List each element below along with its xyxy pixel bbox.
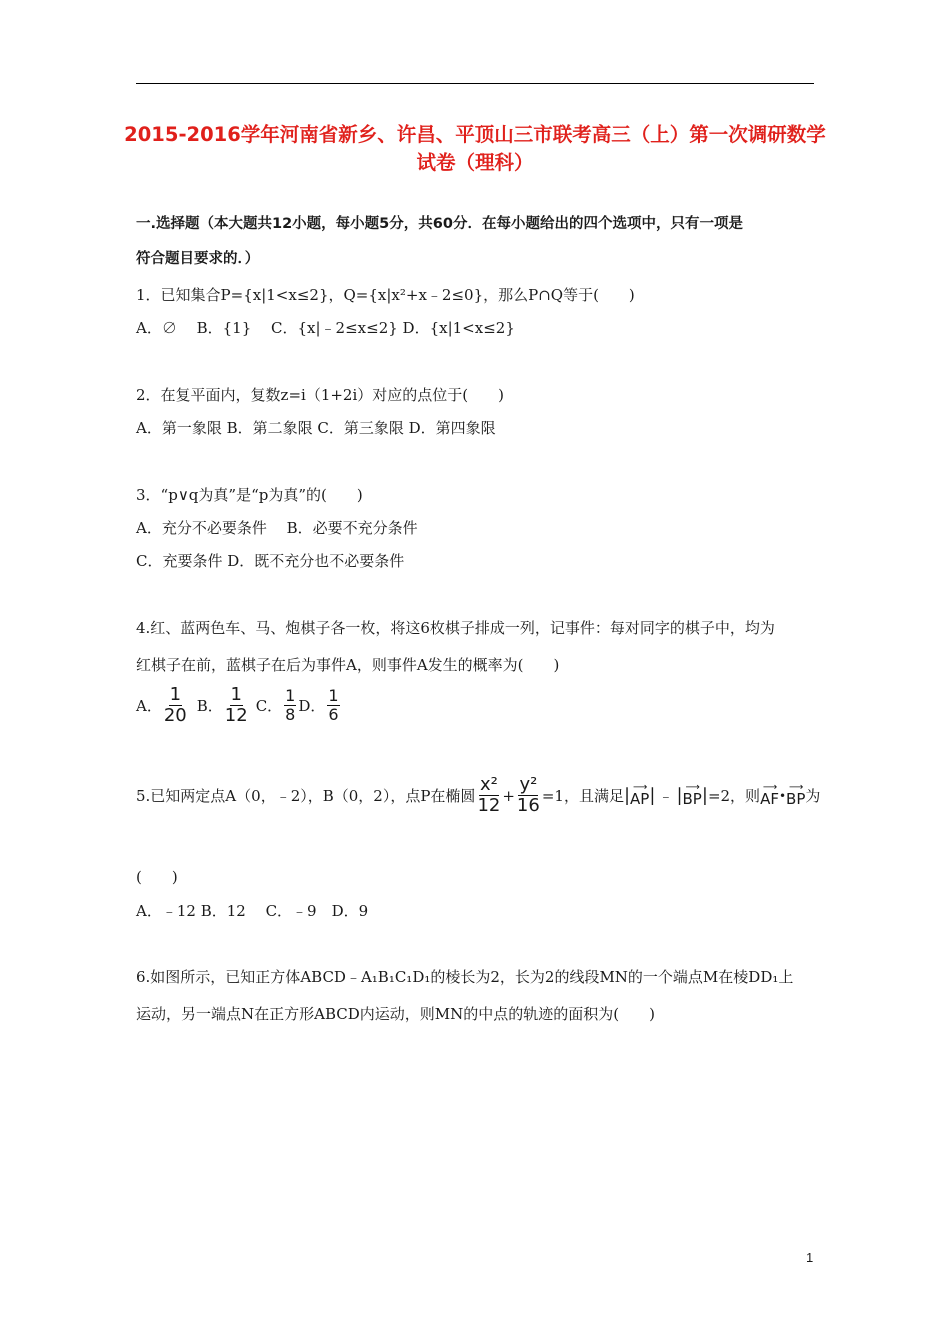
option-b-label: B． — [196, 697, 223, 715]
ellipse-y-term — [517, 776, 540, 815]
ellipse-x-term — [477, 776, 500, 815]
option-a-fraction — [164, 686, 187, 725]
section-heading-cont: 符合题目要求的．） — [136, 251, 260, 267]
question-1-options: A．∅ B．{1} C．{x|﹣2≤x≤2} D．{x|1<x≤2} — [136, 319, 515, 337]
plus-sign: + — [502, 786, 515, 805]
page-title: 2015-2016学年河南省新乡、许昌、平顶山三市联考高三（上）第一次调研数学试卷（理科） — [124, 123, 826, 174]
option-c-label: C． — [255, 697, 283, 715]
option-d-fraction — [327, 688, 339, 723]
question-2-options: A．第一象限 B．第二象限 C．第三象限 D．第四象限 — [136, 419, 496, 437]
abs-bar: | — [676, 785, 683, 806]
vector-label: AF — [760, 790, 779, 808]
option-b-fraction — [225, 686, 248, 725]
question-6-stem: 6.如图所示，已知正方体ABCD﹣A₁B₁C₁D₁的棱长为2，长为2的线段MN的一个端点M在棱DD₁上 — [136, 968, 794, 986]
vector-bp-2 — [786, 784, 805, 807]
abs-bar: | — [701, 785, 708, 806]
question-1-stem: 1．已知集合P={x|1<x≤2}，Q={x|x²+x﹣2≤0}，那么P∩Q等于( ) — [136, 286, 635, 304]
vector-bp — [683, 784, 702, 807]
fraction-denominator: 8 — [285, 705, 296, 724]
option-a-label: A． — [136, 697, 162, 715]
question-3-options-ab: A．充分不必要条件 B．必要不充分条件 — [136, 519, 418, 537]
fraction-numerator: 1 — [328, 686, 339, 705]
q5-text-mid: =1，且满足 — [541, 787, 624, 805]
section-heading: 一.选择题（本大题共12小题，每小题5分，共60分．在每小题给出的四个选项中，只有一项是 — [136, 216, 743, 232]
question-4-stem-cont: 红棋子在前，蓝棋子在后为事件A，则事件A发生的概率为( ) — [136, 656, 560, 674]
question-5-options: A．﹣12 B．12 C．﹣9 D．9 — [136, 902, 369, 920]
option-c-fraction — [284, 688, 296, 723]
question-6-stem-cont: 运动，另一端点N在正方形ABCD内运动，则MN的中点的轨迹的面积为( ) — [136, 1005, 655, 1023]
page-number: 1 — [806, 1250, 814, 1265]
vector-label: BP — [786, 790, 806, 808]
fraction-numerator: 1 — [169, 684, 182, 705]
option-d-label: D． — [298, 697, 326, 715]
fraction-numerator: x² — [479, 774, 498, 795]
abs-bar: | — [649, 785, 656, 806]
question-2-stem: 2．在复平面内，复数z=i（1+2i）对应的点位于( ) — [136, 386, 504, 404]
minus-sign: ﹣ — [658, 787, 674, 805]
vector-label: BP — [682, 790, 702, 808]
vector-ap — [630, 784, 649, 807]
vector-arrow-icon: ⟶ — [762, 782, 777, 793]
fraction-numerator: y² — [519, 774, 538, 795]
fraction-denominator: 16 — [516, 795, 540, 816]
dot-product-sign: • — [778, 788, 787, 803]
question-5-stem — [136, 776, 820, 815]
q5-text-start: 5.已知两定点A（0，﹣2），B（0，2），点P在椭圆 — [136, 787, 476, 805]
abs-bar: | — [623, 785, 631, 806]
question-4-stem: 4.红、蓝两色车、马、炮棋子各一枚，将这6枚棋子排成一列，记事件：每对同字的棋子中，均为 — [136, 619, 775, 637]
vector-arrow-icon: ⟶ — [633, 782, 647, 793]
vector-arrow-icon: ⟶ — [685, 782, 699, 793]
vector-arrow-icon: ⟶ — [789, 782, 803, 793]
question-5-paren: ( ) — [136, 868, 178, 886]
fraction-denominator: 12 — [477, 795, 501, 816]
fraction-denominator: 20 — [163, 705, 187, 726]
fraction-numerator: 1 — [230, 684, 242, 705]
question-4-options — [136, 686, 342, 725]
fraction-denominator: 12 — [224, 705, 248, 726]
vector-af — [760, 784, 779, 807]
question-3-options-cd: C．充要条件 D．既不充分也不必要条件 — [136, 552, 405, 570]
header-rule — [136, 83, 814, 84]
vector-label: AP — [630, 790, 650, 808]
question-3-stem: 3．“p∨q为真”是“p为真”的( ) — [136, 486, 363, 504]
fraction-denominator: 6 — [328, 705, 339, 724]
fraction-numerator: 1 — [285, 686, 296, 705]
q5-text-end: 为 — [805, 787, 821, 805]
q5-text-eq: =2，则 — [707, 787, 761, 805]
